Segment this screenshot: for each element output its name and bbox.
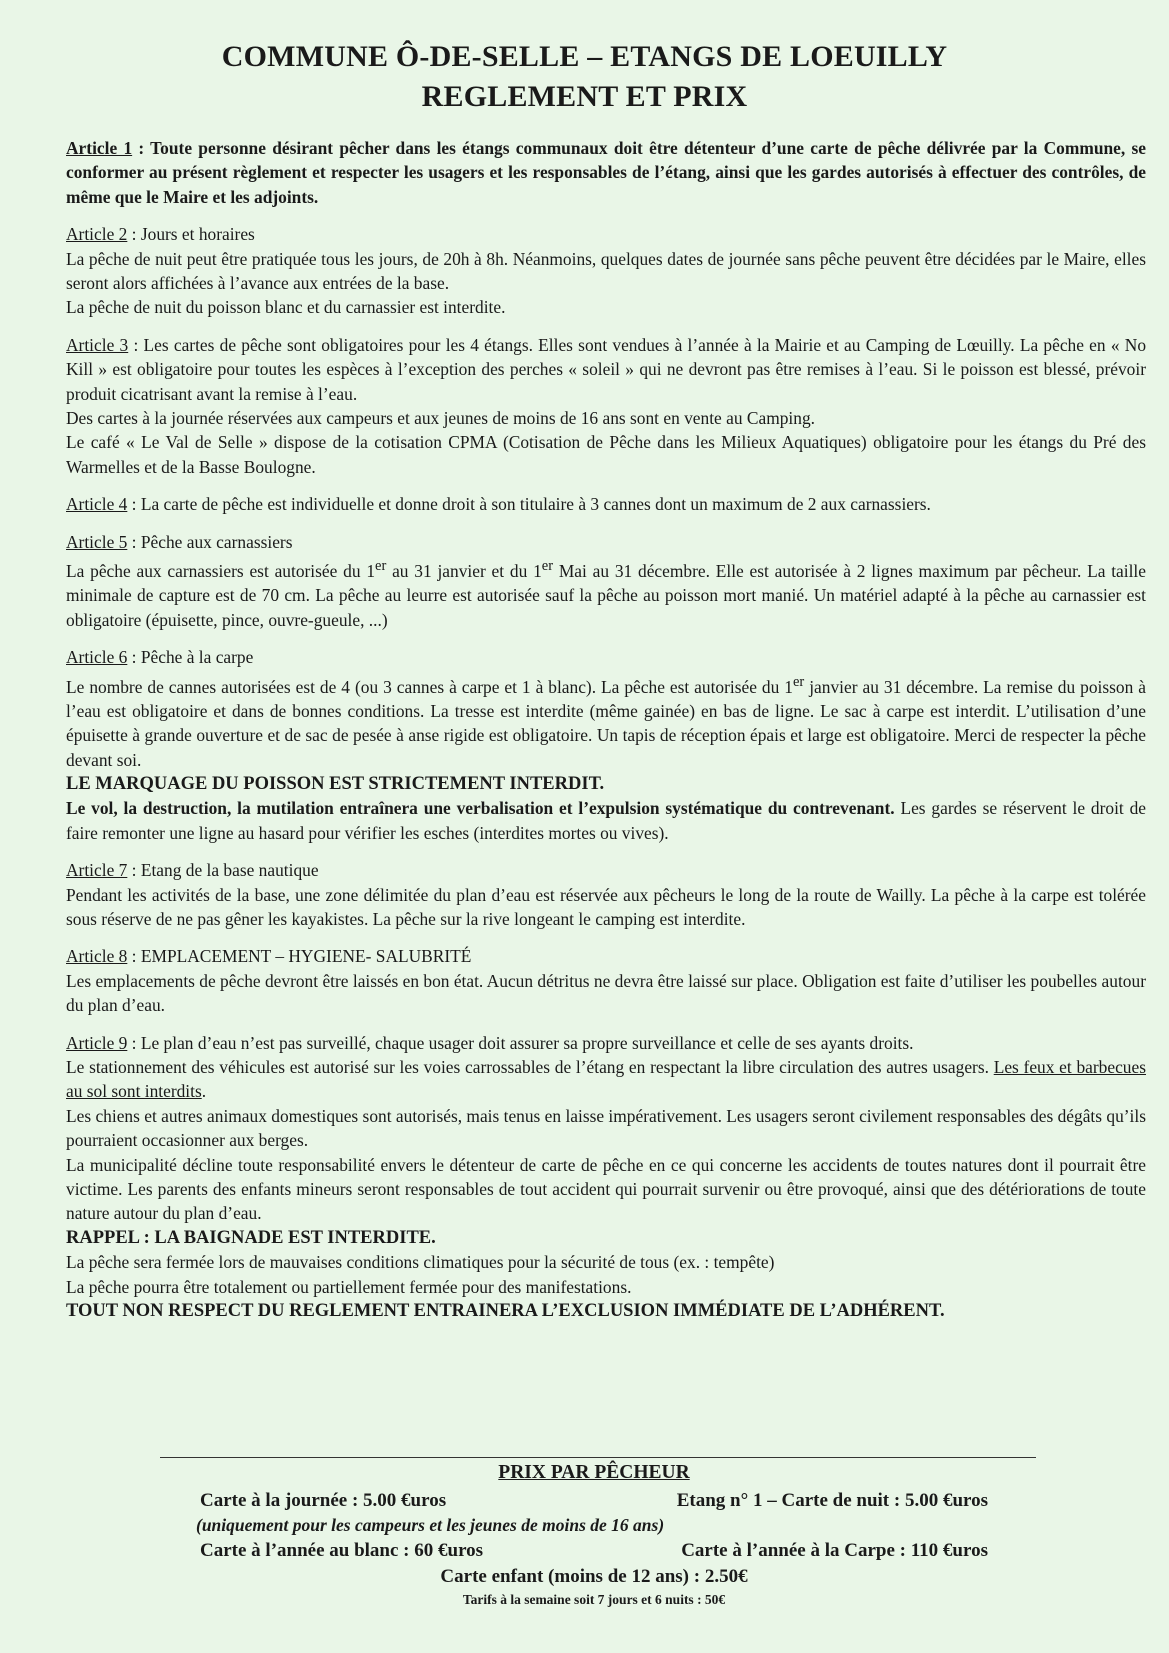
ordinal-suffix: er (541, 558, 554, 575)
article-9-text: . (201, 1081, 207, 1102)
article-5-title: : Pêche aux carnassiers (127, 531, 293, 552)
article-5 (66, 530, 1146, 632)
article-8-paragraph: Les emplacements de pêche devront être laissés en bon état. Aucun détritus ne devra être laissé sur place. Obligation est faite d’utiliser les poubelles autour du plan d’eau. (66, 970, 1146, 1016)
ordinal-suffix: er (375, 558, 387, 575)
marking-prohibition: LE MARQUAGE DU POISSON EST STRICTEMENT INTERDIT. (66, 773, 605, 794)
year-white-price: Carte à l’année au blanc : 60 €uros (200, 1540, 484, 1561)
article-9-label: Article 9 (66, 1032, 128, 1053)
article-9-paragraph: La pêche sera fermée lors de mauvaises conditions climatiques pour la sécurité de tous (ex. : tempête) (66, 1252, 775, 1273)
article-9 (66, 1031, 1146, 1299)
article-1-text: : Toute personne désirant pêcher dans les étangs communaux doit être détenteur d’une carte de pêche délivrée par la Commune, se conformer au présent règlement et respecter les usagers et les responsables de l’étang, ainsi que les gardes autorisés à effectuer des contrôles, de même que le Maire et les adjoints. (66, 138, 1146, 207)
article-7-label: Article 7 (66, 860, 128, 881)
final-notice: TOUT NON RESPECT DU REGLEMENT ENTRAINERA L’EXCLUSION IMMÉDIATE DE L’ADHÉRENT. (66, 1301, 945, 1322)
article-6-label: Article 6 (66, 647, 128, 668)
article-1 (66, 136, 1146, 209)
article-3-paragraph: Des cartes à la journée réservées aux campeurs et aux jeunes de moins de 16 ans sont en vente au Camping. (66, 408, 815, 429)
article-3-paragraph: Le café « Le Val de Selle » dispose de la cotisation CPMA (Cotisation de Pêche dans les Milieux Aquatiques) obligatoire pour les étangs du Pré des Warmelles et de la Basse Boulogne. (66, 432, 1146, 477)
article-9-paragraph: La municipalité décline toute responsabilité envers le détenteur de carte de pêche en ce qui concerne les accidents de toutes natures dont il pourrait être victime. Les parents des enfants mineurs seront responsables de tout accident qui pourrait survenir ou être provoqué, ainsi que des détériorations de toute nature autour du plan d’eau. (66, 1154, 1146, 1224)
article-9-paragraph: La pêche pourra être totalement ou partiellement fermée pour des manifestations. (66, 1276, 632, 1297)
article-3-text: : Les cartes de pêche sont obligatoires pour les 4 étangs. Elles sont vendues à l’année à la Mairie et au Camping de Lœuilly. La pêche en « No Kill » est obligatoire pour toutes les espèces à l’exception des perches « soleil » qui ne devront pas être remises à l’eau. Si le poisson est blessé, prévoir produit cicatrisant avant la remise à l’eau. (66, 334, 1147, 404)
article-7-title: : Etang de la base nautique (127, 860, 319, 881)
article-3-label: Article 3 (66, 334, 129, 355)
article-5-text: au 31 janvier et du 1 (386, 560, 542, 581)
article-5-paragraph (66, 554, 1146, 632)
article-6-title: : Pêche à la carpe (127, 647, 254, 668)
year-carp-price: Carte à l’année à la Carpe : 110 €uros (681, 1540, 988, 1561)
article-6 (66, 645, 1146, 845)
document-title: COMMUNE Ô-DE-SELLE – ETANGS DE LOEUILLY (221, 40, 948, 73)
fire-prohibition: Les feux et barbecues au sol sont interdits (66, 1057, 1146, 1102)
article-2 (66, 222, 1146, 320)
article-7 (66, 858, 1146, 931)
article-6-paragraph (66, 796, 1146, 845)
article-4-text: : La carte de pêche est individuelle et donne droit à son titulaire à 3 cannes dont un maximum de 2 aux carnassiers. (127, 494, 931, 515)
article-3 (66, 333, 1146, 479)
article-8-title: : EMPLACEMENT – HYGIENE- SALUBRITÉ (127, 946, 472, 967)
article-2-paragraph: La pêche de nuit du poisson blanc et du carnassier est interdite. (66, 297, 506, 318)
ordinal-suffix: er (792, 673, 805, 690)
day-card-note: (uniquement pour les campeurs et les jeunes de moins de 16 ans) (196, 1515, 665, 1535)
article-4-label: Article 4 (66, 494, 128, 515)
child-card-price: Carte enfant (moins de 12 ans) : 2.50€ (440, 1566, 748, 1587)
article-9-paragraph: Les chiens et autres animaux domestiques sont autorisés, mais tenus en laisse impérativement. Les usagers seront civilement responsables des dégâts qu’ils pourraient occasionner aux berges. (66, 1105, 1146, 1151)
article-6-paragraph (66, 670, 1146, 772)
price-row (180, 1540, 1008, 1562)
price-section (180, 1462, 1008, 1608)
article-2-paragraph: La pêche de nuit peut être pratiquée tous les jours, de 20h à 8h. Néanmoins, quelques dates de journée sans pêche peuvent être décidées par le Maire, elles seront alors affichées à l’avance aux entrées de la base. (66, 248, 1146, 294)
rules-body (66, 136, 1146, 1323)
article-5-text: La pêche aux carnassiers est autorisée du 1 (66, 560, 376, 581)
article-6-text: janvier au 31 décembre. La remise du poisson à l’eau est obligatoire et dans de bonnes conditions. La tresse est interdite (même gainée) en bas de ligne. Le sac à carpe est interdit. L’utilisation d’une épuisette à grande ouverture et de sac de pesée à anse rigide est obligatoire. Un tapis de réception épais et large est obligatoire. Merci de respecter la pêche devant soi. (66, 676, 1146, 770)
price-heading: PRIX PAR PÊCHEUR (498, 1462, 690, 1483)
article-8 (66, 944, 1146, 1017)
article-9-paragraph (66, 1055, 1146, 1104)
theft-warning: Le vol, la destruction, la mutilation entraînera une verbalisation et l’expulsion systématique du contrevenant. (66, 798, 895, 819)
article-6-text: Les gardes se réservent le droit de faire remonter une ligne au hasard pour vérifier les esches (interdites mortes ou vives). (66, 798, 1146, 843)
article-2-label: Article 2 (66, 224, 128, 245)
day-card-price: Carte à la journée : 5.00 €uros (200, 1490, 447, 1511)
article-6-text: Le nombre de cannes autorisées est de 4 (ou 3 cannes à carpe et 1 à blanc). La pêche est autorisée du 1 (66, 676, 793, 697)
article-4 (66, 492, 1146, 516)
night-card-price: Etang n° 1 – Carte de nuit : 5.00 €uros (676, 1490, 988, 1511)
price-row (180, 1490, 1008, 1512)
article-7-paragraph: Pendant les activités de la base, une zone délimitée du plan d’eau est réservée aux pêcheurs le long de la route de Wailly. La pêche à la carpe est tolérée sous réserve de ne pas gêner les kayakistes. La pêche sur la rive longeant le camping est interdite. (66, 884, 1146, 929)
article-9-text: : Le plan d’eau n’est pas surveillé, chaque usager doit assurer sa propre surveillance et celle de ses ayants droits. (127, 1032, 914, 1053)
document-subtitle: REGLEMENT ET PRIX (421, 80, 748, 113)
article-9-text: Le stationnement des véhicules est autorisé sur les voies carrossables de l’étang en respectant la libre circulation des autres usagers. (66, 1057, 994, 1077)
article-2-title: : Jours et horaires (127, 224, 255, 245)
swimming-reminder: RAPPEL : LA BAIGNADE EST INTERDITE. (66, 1227, 436, 1248)
article-8-label: Article 8 (66, 946, 128, 967)
divider (160, 1457, 1036, 1458)
article-5-text: Mai au 31 décembre. Elle est autorisée à 2 lignes maximum par pêcheur. La taille minimale de capture est de 70 cm. La pêche au leurre est autorisée sauf la pêche au poisson mort manié. Un matériel adapté à la pêche au carnassier est obligatoire (épuisette, pince, ouvre-gueule, ...) (66, 560, 1146, 630)
article-1-label: Article 1 (66, 138, 133, 158)
weekly-rate: Tarifs à la semaine soit 7 jours et 6 nuits : 50€ (462, 1592, 726, 1607)
article-5-label: Article 5 (66, 531, 128, 552)
